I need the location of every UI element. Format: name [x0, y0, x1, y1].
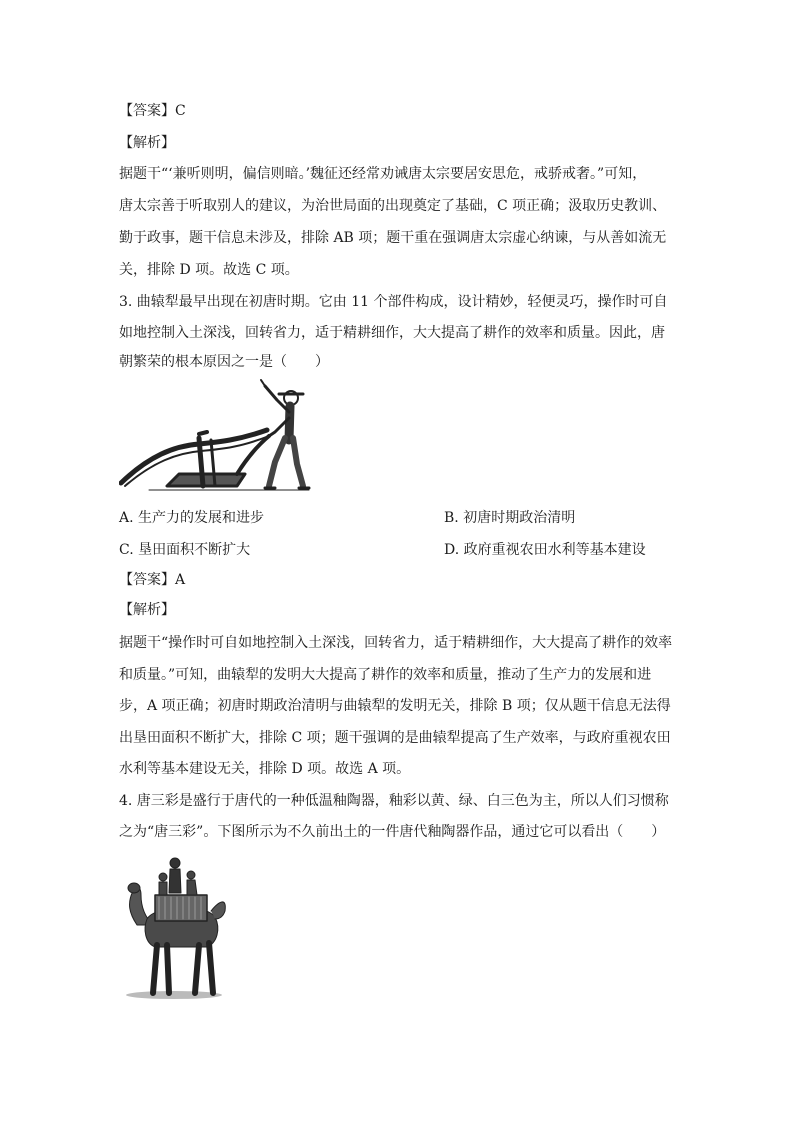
q2-analysis-label: 【解析】: [119, 135, 175, 151]
q2-answer: 【答案】C: [119, 103, 186, 119]
curved-plough-illustration: [119, 378, 324, 496]
q3-stem-line-1: 3. 曲辕犁最早出现在初唐时期。它由 11 个部件构成，设计精妙，轻便灵巧，操作时可自: [119, 294, 668, 310]
q2-analysis-line-2: 唐太宗善于听取别人的建议，为治世局面的出现奠定了基础，C 项正确；汲取历史教训、: [119, 198, 667, 214]
q4-stem-line-1: 4. 唐三彩是盛行于唐代的一种低温釉陶器，釉彩以黄、绿、白三色为主，所以人们习惯称: [119, 793, 669, 809]
q3-analysis-line-3: 步，A 项正确；初唐时期政治清明与曲辕犁的发明无关，排除 B 项；仅从题干信息无法得: [119, 698, 671, 714]
q3-analysis-line-5: 水利等基本建设无关，排除 D 项。故选 A 项。: [119, 761, 411, 777]
q3-stem-line-3: 朝繁荣的根本原因之一是（ ）: [119, 354, 329, 370]
q3-stem-line-2: 如地控制入土深浅，回转省力，适于精耕细作，大大提高了耕作的效率和质量。因此，唐: [119, 325, 665, 341]
option-c: C. 垦田面积不断扩大: [119, 542, 251, 558]
q3-analysis-line-1: 据题干“操作时可自如地控制入土深浅，回转省力，适于精耕细作，大大提高了耕作的效率: [119, 635, 673, 651]
option-a: A. 生产力的发展和进步: [119, 510, 265, 526]
tang-sancai-camel-illustration: [119, 855, 229, 1000]
q3-answer: 【答案】A: [119, 572, 186, 588]
q3-analysis-line-2: 和质量。”可知，曲辕犁的发明大大提高了耕作的效率和质量，推动了生产力的发展和进: [119, 667, 652, 683]
q2-analysis-line-3: 勤于政事，题干信息未涉及，排除 AB 项；题干重在强调唐太宗虚心纳谏，与从善如流无: [119, 230, 667, 246]
q3-analysis-label: 【解析】: [119, 602, 175, 618]
option-b: B. 初唐时期政治清明: [444, 510, 576, 526]
q4-stem-line-2: 之为“唐三彩”。下图所示为不久前出土的一件唐代釉陶器作品，通过它可以看出（ ）: [119, 824, 666, 840]
q3-analysis-line-4: 出垦田面积不断扩大，排除 C 项；题干强调的是曲辕犁提高了生产效率，与政府重视农田: [119, 730, 671, 746]
q2-analysis-line-1: 据题干“‘兼听则明，偏信则暗。’魏征还经常劝诫唐太宗要居安思危，戒骄戒奢。”可知，: [119, 166, 647, 182]
option-d: D. 政府重视农田水利等基本建设: [444, 542, 646, 558]
q2-analysis-line-4: 关，排除 D 项。故选 C 项。: [119, 262, 299, 278]
